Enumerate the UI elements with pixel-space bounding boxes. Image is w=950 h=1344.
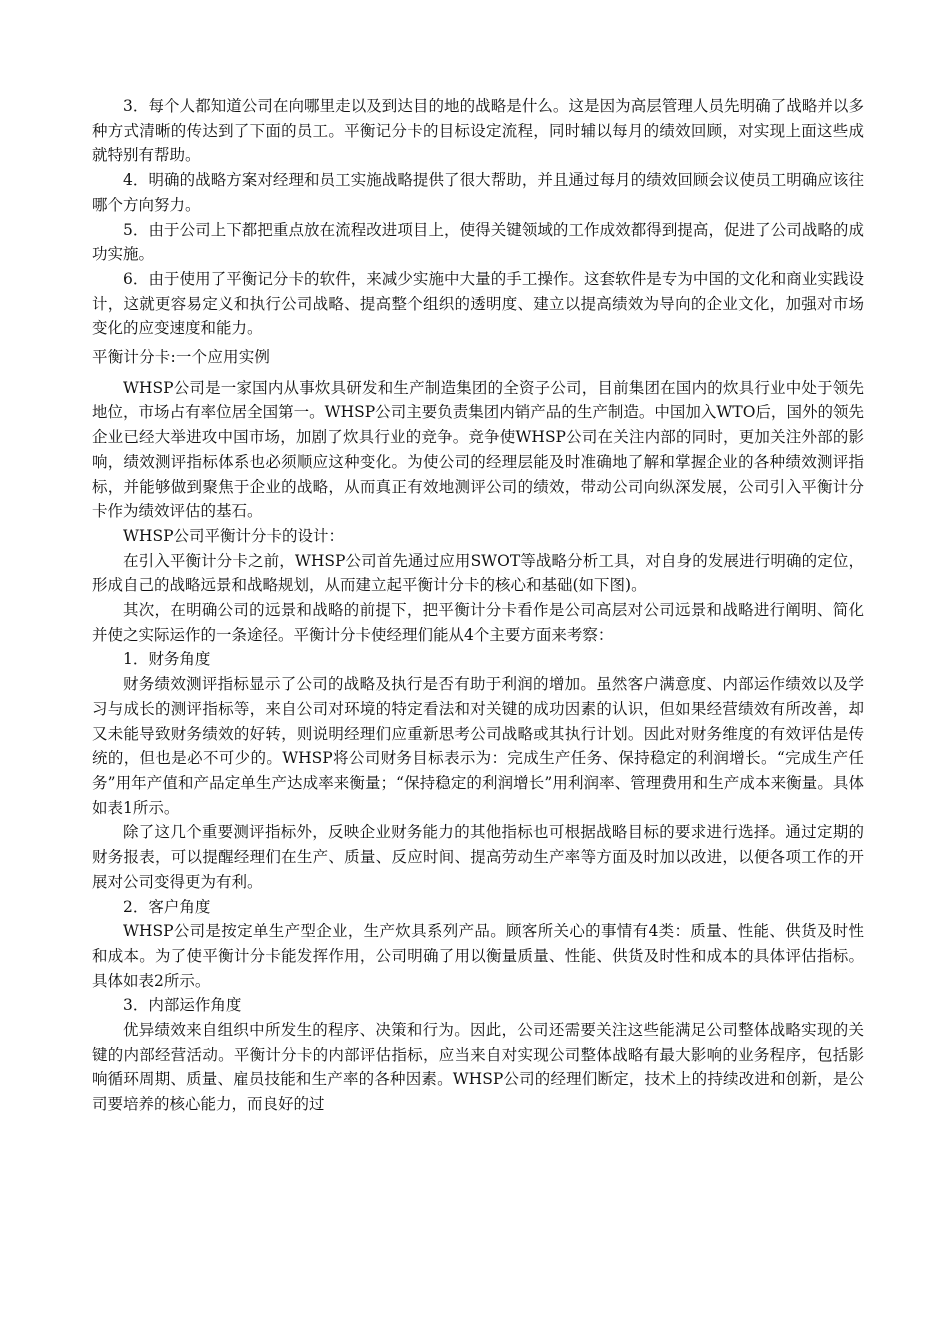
subheading-customer: 2．客户角度 — [123, 897, 211, 916]
paragraph-point-3: 3．每个人都知道公司在向哪里走以及到达目的地的战略是什么。这是因为高层管理人员先明确了战略并以多种方式清晰的传达到了下面的员工。平衡记分卡的目标设定流程，同时辅以每月的绩效回顾，对实现上面这些成就特别有帮助。 — [92, 97, 864, 165]
paragraph-point-4: 4．明确的战略方案对经理和员工实施战略提供了很大帮助，并且通过每月的绩效回顾会议使员工明确应该往哪个方向努力。 — [92, 171, 864, 214]
paragraph-design-title: WHSP公司平衡计分卡的设计： — [123, 526, 344, 545]
paragraph-point-6: 6．由于使用了平衡记分卡的软件，来减少实施中大量的手工操作。这套软件是专为中国的文化和商业实践设计，这就更容易定义和执行公司战略、提高整个组织的透明度、建立以提高绩效为导向的企业文化，加强对市场变化的应变速度和能力。 — [92, 269, 864, 338]
paragraph-internal: 优异绩效来自组织中所发生的程序、决策和行为。因此，公司还需要关注这些能满足公司整体战略实现的关键的内部经营活动。平衡计分卡的内部评估指标，应当来自对实现公司整体战略有最大影响的业务程序，包括影响循环周期、质量、雇员技能和生产率的各种因素。WHSP公司的经理们断定，技术上的持续改进和创新，是公司要培养的核心能力，而良好的过 — [92, 1021, 864, 1114]
paragraph-financial-other: 除了这几个重要测评指标外，反映企业财务能力的其他指标也可根据战略目标的要求进行选择。通过定期的财务报表，可以提醒经理们在生产、质量、反应时间、提高劳动生产率等方面及时加以改进，以便各项工作的开展对公司变得更为有利。 — [92, 823, 864, 891]
subheading-financial: 1．财务角度 — [123, 650, 211, 669]
paragraph-swot: 在引入平衡计分卡之前，WHSP公司首先通过应用SWOT等战略分析工具，对自身的发展进行明确的定位，形成自己的战略远景和战略规划，从而建立起平衡计分卡的核心和基础(如下图)。 — [92, 551, 864, 595]
document-page — [92, 94, 864, 1117]
paragraph-four-perspectives: 其次，在明确公司的远景和战略的前提下，把平衡计分卡看作是公司高层对公司远景和战略进行阐明、简化并使之实际运作的一条途径。平衡计分卡使经理们能从4个主要方面来考察： — [92, 601, 864, 644]
paragraph-whsp-intro: WHSP公司是一家国内从事炊具研发和生产制造集团的全资子公司，目前集团在国内的炊具行业中处于领先地位，市场占有率位居全国第一。WHSP公司主要负责集团内销产品的生产制造。中国加入WTO后，国外的领先企业已经大举进攻中国市场，加剧了炊具行业的竞争。竞争使WHSP公司在关注内部的同时，更加关注外部的影响，绩效测评指标体系也必须顺应这种变化。为使公司的经理层能及时准确地了解和掌握企业的各种绩效测评指标，并能够做到聚焦于企业的战略，从而真正有效地测评公司的绩效，带动公司向纵深发展，公司引入平衡计分卡作为绩效评估的基石。 — [92, 378, 864, 521]
section-heading-case-study: 平衡计分卡:一个应用实例 — [92, 348, 271, 367]
subheading-internal: 3．内部运作角度 — [123, 996, 242, 1015]
paragraph-customer: WHSP公司是按定单生产型企业，生产炊具系列产品。顾客所关心的事情有4类：质量、性能、供货及时性和成本。为了使平衡计分卡能发挥作用，公司明确了用以衡量质量、性能、供货及时性和成本的具体评估指标。具体如表2所示。 — [92, 922, 864, 990]
paragraph-financial: 财务绩效测评指标显示了公司的战略及执行是否有助于利润的增加。虽然客户满意度、内部运作绩效以及学习与成长的测评指标等，来自公司对环境的特定看法和对关键的成功因素的认识，但如果经营绩效有所改善，却又未能导致财务绩效的好转，则说明经理们应重新思考公司战略或其执行计划。因此对财务维度的有效评估是传统的，但也是必不可少的。WHSP将公司财务目标表示为：完成生产任务、保持稳定的利润增长。“完成生产任务”用年产值和产品定单生产达成率来衡量；“保持稳定的利润增长”用利润率、管理费用和生产成本来衡量。具体如表1所示。 — [92, 675, 864, 817]
paragraph-point-5: 5．由于公司上下都把重点放在流程改进项目上，使得关键领域的工作成效都得到提高，促进了公司战略的成功实施。 — [92, 220, 864, 264]
